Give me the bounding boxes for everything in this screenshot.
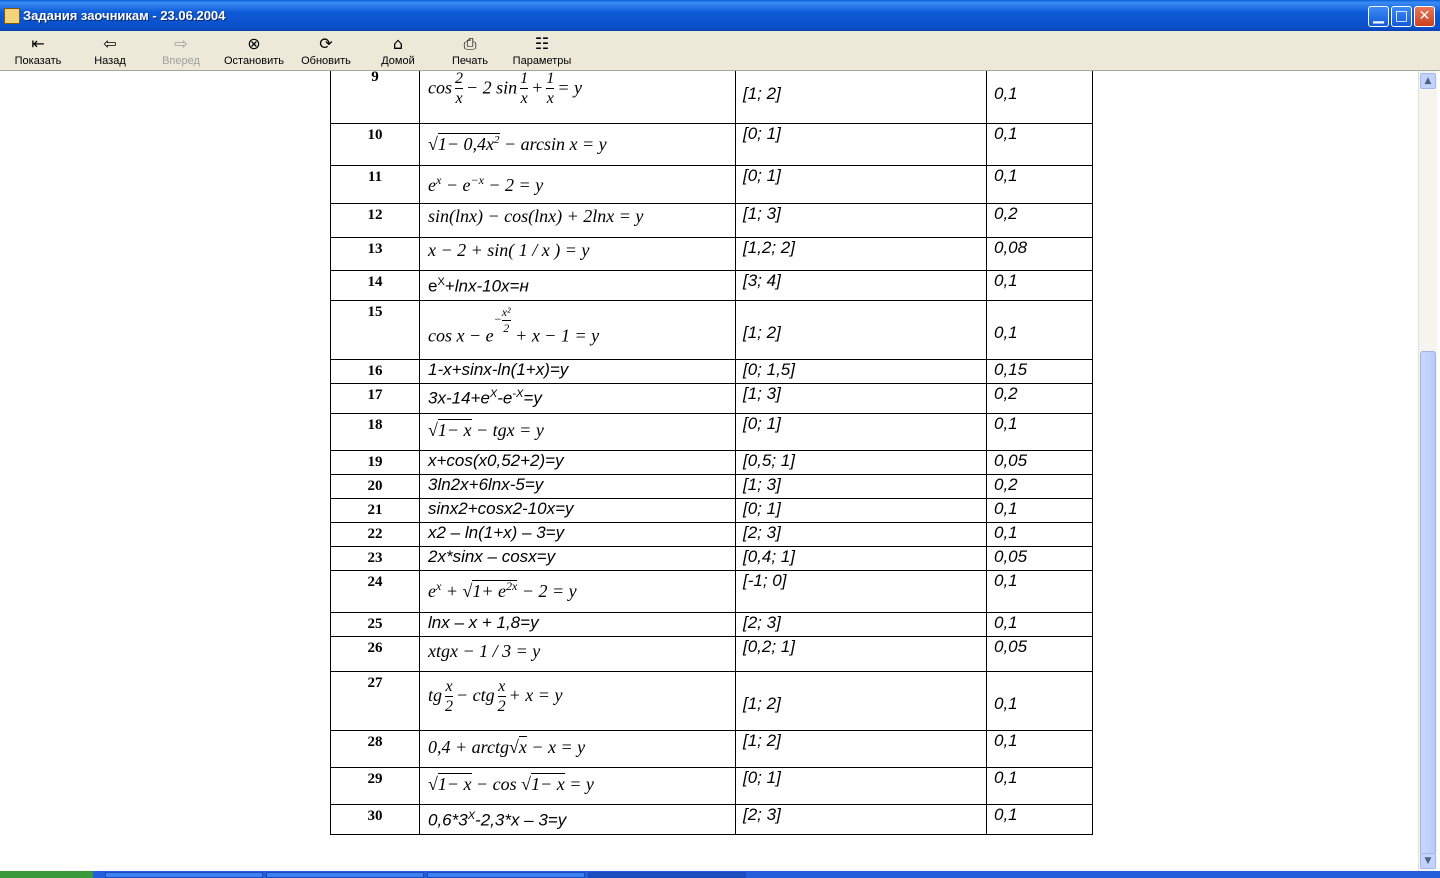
table-row — [331, 301, 1093, 360]
row-number: 10 — [331, 124, 420, 166]
epsilon-cell: 0,05 — [987, 637, 1093, 672]
formula-cell: xtgx − 1 / 3 = y — [420, 637, 736, 672]
interval-cell: [0; 1] — [736, 768, 987, 805]
row-number: 14 — [331, 271, 420, 301]
formula-cell: $\cos x - e^{- \frac{\text{x²}}{2}}$ + x − 1 = y — [420, 301, 736, 360]
row-number: 18 — [331, 414, 420, 451]
epsilon-cell: 0,05 — [987, 547, 1093, 571]
print-label: Печать — [451, 55, 489, 67]
formula-cell: tg $\frac{x}{2}$ − ctg $\frac{x}{2}$ + x = y — [420, 672, 736, 731]
row-number: 21 — [331, 499, 420, 523]
formula-cell: $e^x - e^{-x} - 2 = y$ — [420, 166, 736, 204]
row-number: 23 — [331, 547, 420, 571]
epsilon-cell: 0,15 — [987, 360, 1093, 384]
epsilon-cell: 0,1 — [987, 613, 1093, 637]
taskbar-item-active[interactable] — [588, 872, 746, 878]
table-row — [331, 238, 1093, 271]
table-row — [331, 71, 1093, 124]
formula-cell: $√1- 0,4x^2 - \arcsin x = y$ — [420, 124, 736, 166]
table-row — [331, 124, 1093, 166]
table-row — [331, 613, 1093, 637]
home-label: Домой — [381, 55, 415, 67]
epsilon-cell: 0,1 — [987, 166, 1093, 204]
toolbar — [0, 31, 1440, 71]
epsilon-cell: 0,2 — [987, 204, 1093, 238]
epsilon-cell: 0,2 — [987, 475, 1093, 499]
row-number: 27 — [331, 672, 420, 731]
interval-cell: [0; 1] — [736, 414, 987, 451]
epsilon-cell: 0,1 — [987, 499, 1093, 523]
table-row — [331, 571, 1093, 613]
tasks-table — [330, 71, 1093, 835]
interval-cell: [0; 1] — [736, 166, 987, 204]
interval-cell: [-1; 0] — [736, 571, 987, 613]
formula-cell: $0,6*3^X-2,3*x - 3=y$ — [420, 805, 736, 835]
minimize-button[interactable] — [1368, 6, 1389, 27]
scroll-up-icon[interactable]: ▲ — [1420, 73, 1436, 89]
minimize-icon: ▁ — [1373, 8, 1384, 24]
taskbar-item[interactable] — [105, 872, 263, 878]
start-button[interactable] — [0, 871, 93, 878]
formula-cell: √1− x − tgx = y — [420, 414, 736, 451]
interval-cell: [1; 2] — [736, 71, 987, 124]
formula-cell: sinx2+cosx2-10x=y — [420, 499, 736, 523]
epsilon-cell: 0,1 — [987, 71, 1093, 124]
row-number: 20 — [331, 475, 420, 499]
interval-cell: [2; 3] — [736, 805, 987, 835]
table-row — [331, 547, 1093, 571]
table-row — [331, 499, 1093, 523]
formula-cell: $e^x + √1+ e^{2x} - 2 = y$ — [420, 571, 736, 613]
options-button[interactable] — [509, 33, 575, 69]
formula-cell: x2 – ln(1+x) – 3=y — [420, 523, 736, 547]
close-icon: ✕ — [1418, 8, 1431, 24]
forward-button[interactable] — [156, 33, 206, 69]
table-row — [331, 731, 1093, 768]
print-icon: ⎙ — [463, 34, 477, 53]
row-number: 13 — [331, 238, 420, 271]
formula-cell: 0,4 + arctg√x − x = y — [420, 731, 736, 768]
content-pane — [0, 71, 1418, 871]
interval-cell: [0,4; 1] — [736, 547, 987, 571]
home-icon: ⌂ — [392, 34, 404, 53]
epsilon-cell: 0,1 — [987, 571, 1093, 613]
show-button[interactable] — [8, 33, 68, 69]
app-icon — [4, 8, 20, 24]
epsilon-cell: 0,1 — [987, 768, 1093, 805]
row-number: 11 — [331, 166, 420, 204]
table-row — [331, 637, 1093, 672]
table-row — [331, 360, 1093, 384]
interval-cell: [1; 3] — [736, 384, 987, 414]
formula-cell: sin(lnx) − cos(lnx) + 2lnx = y — [420, 204, 736, 238]
epsilon-cell: 0,1 — [987, 731, 1093, 768]
table-row — [331, 204, 1093, 238]
table-row — [331, 475, 1093, 499]
row-number: 12 — [331, 204, 420, 238]
table-row — [331, 768, 1093, 805]
epsilon-cell: 0,1 — [987, 301, 1093, 360]
formula-cell: $3x-14+e^X-e^{-X}=y$ — [420, 384, 736, 414]
table-row — [331, 451, 1093, 475]
print-button[interactable] — [446, 33, 494, 69]
taskbar — [0, 871, 1440, 878]
table-row — [331, 523, 1093, 547]
epsilon-cell: 0,2 — [987, 384, 1093, 414]
taskbar-item[interactable] — [427, 872, 585, 878]
interval-cell: [1; 2] — [736, 301, 987, 360]
row-number: 29 — [331, 768, 420, 805]
formula-cell: x+cos(x0,52+2)=y — [420, 451, 736, 475]
epsilon-cell: 0,1 — [987, 414, 1093, 451]
interval-cell: [1; 3] — [736, 204, 987, 238]
stop-label: Остановить — [223, 55, 285, 67]
interval-cell: [1; 3] — [736, 475, 987, 499]
row-number: 25 — [331, 613, 420, 637]
row-number: 26 — [331, 637, 420, 672]
table-row — [331, 384, 1093, 414]
refresh-label: Обновить — [301, 55, 351, 67]
refresh-icon: ⟳ — [319, 34, 333, 53]
epsilon-cell: 0,1 — [987, 124, 1093, 166]
row-number: 30 — [331, 805, 420, 835]
refresh-button[interactable] — [298, 33, 354, 69]
interval-cell: [1; 2] — [736, 731, 987, 768]
forward-label: Вперед — [162, 55, 200, 67]
row-number: 15 — [331, 301, 420, 360]
formula-cell: $e^X+\ln x-10x=н$ — [420, 271, 736, 301]
formula-cell: cos $\frac{2}{x}$ − 2 sin $\frac{1}{x}$ + $\frac{1}{x}$ = y — [420, 71, 736, 124]
formula-cell: 2x*sinx – cosx=y — [420, 547, 736, 571]
scroll-thumb[interactable] — [1420, 351, 1436, 855]
epsilon-cell: 0,1 — [987, 523, 1093, 547]
interval-cell: [0; 1] — [736, 124, 987, 166]
vertical-scrollbar[interactable] — [1418, 71, 1437, 871]
forward-arrow-icon: ⇨ — [174, 34, 188, 53]
epsilon-cell: 0,1 — [987, 271, 1093, 301]
table-row — [331, 271, 1093, 301]
stop-button[interactable] — [222, 33, 286, 69]
taskbar-item[interactable] — [266, 872, 424, 878]
row-number: 16 — [331, 360, 420, 384]
options-label: Параметры — [512, 55, 572, 67]
formula-cell: 3ln2x+6lnx-5=y — [420, 475, 736, 499]
formula-cell: √1− x − cos √1− x = y — [420, 768, 736, 805]
epsilon-cell: 0,1 — [987, 805, 1093, 835]
interval-cell: [3; 4] — [736, 271, 987, 301]
row-number: 19 — [331, 451, 420, 475]
row-number: 28 — [331, 731, 420, 768]
back-label: Назад — [94, 55, 126, 67]
interval-cell: [0,2; 1] — [736, 637, 987, 672]
epsilon-cell: 0,08 — [987, 238, 1093, 271]
close-button[interactable] — [1414, 6, 1435, 27]
interval-cell: [1; 2] — [736, 672, 987, 731]
interval-cell: [2; 3] — [736, 613, 987, 637]
table-row — [331, 414, 1093, 451]
interval-cell: [0,5; 1] — [736, 451, 987, 475]
interval-cell: [2; 3] — [736, 523, 987, 547]
row-number: 24 — [331, 571, 420, 613]
interval-cell: [0; 1] — [736, 499, 987, 523]
row-number: 22 — [331, 523, 420, 547]
formula-cell: 1-x+sinx-ln(1+x)=y — [420, 360, 736, 384]
stop-icon: ⊗ — [247, 34, 261, 53]
options-icon: ☷ — [534, 34, 550, 53]
maximize-button[interactable] — [1391, 6, 1412, 27]
epsilon-cell: 0,1 — [987, 672, 1093, 731]
window-title: Задания заочникам - 23.06.2004 — [23, 8, 226, 23]
row-number: 9 — [331, 71, 420, 124]
epsilon-cell: 0,05 — [987, 451, 1093, 475]
row-number: 17 — [331, 384, 420, 414]
formula-cell: x − 2 + sin( 1 / x ) = y — [420, 238, 736, 271]
back-arrow-icon: ⇦ — [103, 34, 117, 53]
back-button[interactable] — [85, 33, 135, 69]
home-button[interactable] — [374, 33, 422, 69]
formula-cell: lnx – x + 1,8=y — [420, 613, 736, 637]
scroll-down-icon[interactable]: ▼ — [1420, 853, 1436, 869]
table-row — [331, 805, 1093, 835]
show-icon: ⇤ — [31, 34, 45, 53]
interval-cell: [1,2; 2] — [736, 238, 987, 271]
show-label: Показать — [14, 55, 62, 67]
table-row — [331, 166, 1093, 204]
table-row — [331, 672, 1093, 731]
title-bar — [0, 0, 1440, 31]
maximize-icon: □ — [1394, 8, 1409, 24]
interval-cell: [0; 1,5] — [736, 360, 987, 384]
